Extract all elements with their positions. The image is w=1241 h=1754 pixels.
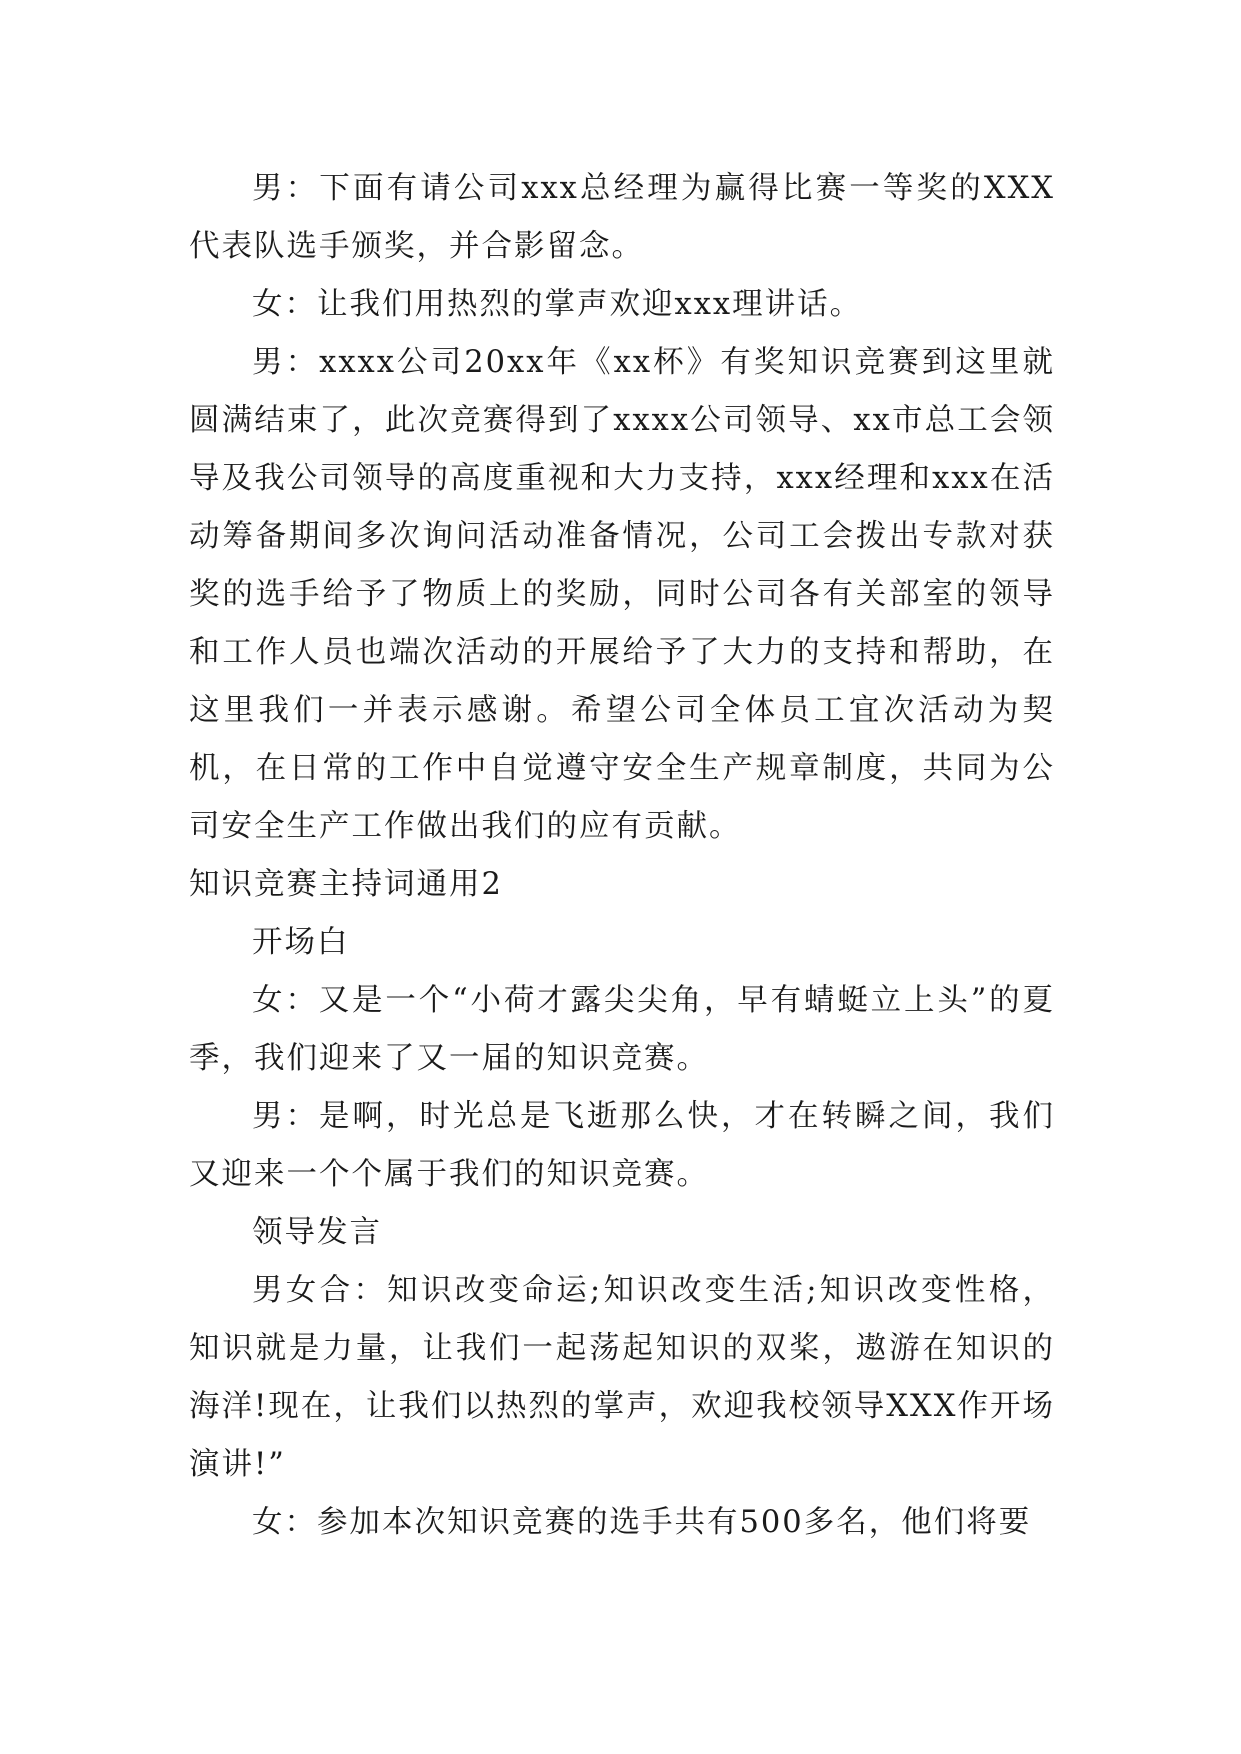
- paragraph-closing-remarks: 男：xxxx公司20xx年《xx杯》有奖知识竞赛到这里就圆满结束了，此次竞赛得到了xxxx公司领导、xx市总工会领导及我公司领导的高度重视和大力支持，xxx经理和xxx在活动筹备期间多次询问活动准备情况，公司工会拨出专款对获奖的选手给予了物质上的奖励，同时公司各有关部室的领导和工作人员也端次活动的开展给予了大力的支持和帮助，在这里我们一并表示感谢。希望公司全体员工宜次活动为契机，在日常的工作中自觉遵守安全生产规章制度，共同为公司安全生产工作做出我们的应有贡献。: [189, 345, 1055, 844]
- paragraph-joint-host: 男女合：知识改变命运;知识改变生活;知识改变性格，知识就是力量，让我们一起荡起知识的双桨，遨游在知识的海洋!现在，让我们以热烈的掌声，欢迎我校领导XXX作开场演讲!”: [189, 1273, 1055, 1482]
- section-heading: 知识竞赛主持词通用2: [189, 867, 503, 902]
- paragraph-contestants: 女：参加本次知识竞赛的选手共有500多名，他们将要: [252, 1505, 1032, 1540]
- paragraph-opening-female: 女：又是一个“小荷才露尖尖角，早有蜻蜓立上头”的夏季，我们迎来了又一届的知识竞赛。: [189, 983, 1055, 1076]
- paragraph-opening-male: 男：是啊，时光总是飞逝那么快，才在转瞬之间，我们又迎来一个个属于我们的知识竞赛。: [189, 1099, 1055, 1192]
- document-body: [189, 160, 1055, 1552]
- subheading-opening: 开场白: [252, 925, 350, 960]
- paragraph-award-announcement: 男：下面有请公司xxx总经理为赢得比赛一等奖的XXX代表队选手颁奖，并合影留念。: [189, 171, 1055, 264]
- subheading-leader-speech: 领导发言: [252, 1215, 382, 1250]
- paragraph-speech-welcome: 女：让我们用热烈的掌声欢迎xxx理讲话。: [252, 287, 863, 322]
